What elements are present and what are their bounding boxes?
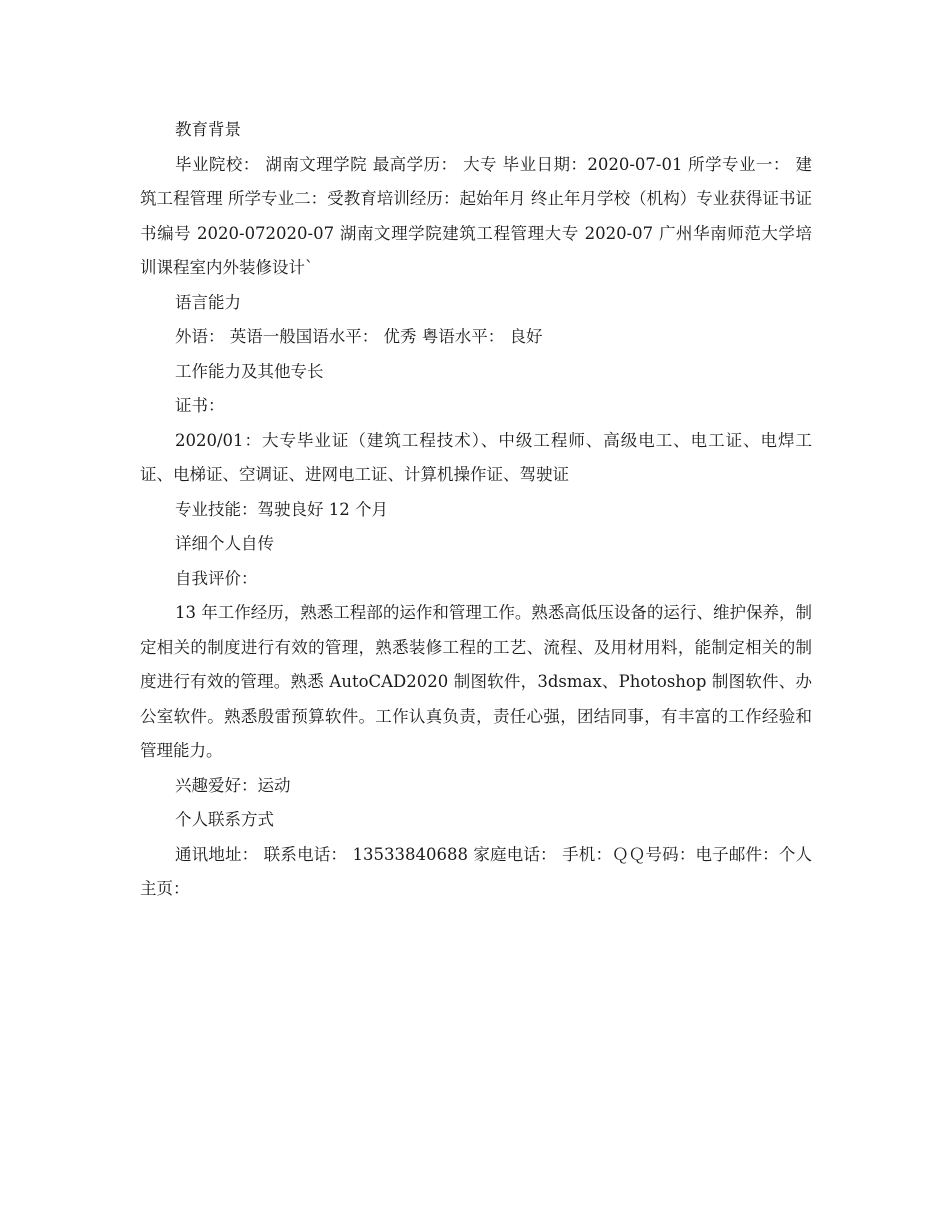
hobbies: 兴趣爱好：运动 <box>175 775 291 795</box>
heading-autobiography: 详细个人自传 <box>175 534 274 553</box>
language-details: 外语： 英语一般国语水平： 优秀 粤语水平： 良好 <box>175 327 543 346</box>
self-evaluation-text: 13 年工作经历，熟悉工程部的运作和管理工作。熟悉高低压设备的运行、维护保养，制定相关的制度进行有效的管理，熟悉装修工程的工艺、流程、及用材用料，能制定相关的制度进行有效的管理。熟悉 AutoCAD2020 制图软件，3dsmax、Photoshop 制图软件、办公室软件。熟悉殷雷预算软件。工作认真负责，责任心强，团结同事，有丰富的工作经验和管理能力。 <box>140 603 812 760</box>
certificates-label: 证书： <box>175 396 225 415</box>
self-evaluation-label: 自我评价： <box>175 568 258 588</box>
education-details: 毕业院校： 湖南文理学院 最高学历： 大专 毕业日期：2020-07-01 所学专业一： 建筑工程管理 所学专业二：受教育培训经历：起始年月 终止年月学校（机构）专业获得证书证书编号 2020-072020-07 湖南文理学院建筑工程管理大专 2020-07 广州华南师范大学培训课程室内外装修设计` <box>140 154 812 277</box>
heading-language: 语言能力 <box>175 292 241 312</box>
heading-contact: 个人联系方式 <box>175 810 274 829</box>
resume-body <box>140 113 812 907</box>
heading-education: 教育背景 <box>175 120 241 139</box>
certificates-list: 2020/01：大专毕业证（建筑工程技术）、中级工程师、高级电工、电工证、电焊工证、电梯证、空调证、进网电工证、计算机操作证、驾驶证 <box>140 430 812 484</box>
heading-skills: 工作能力及其他专长 <box>175 361 324 381</box>
professional-skills: 专业技能：驾驶良好 12 个月 <box>175 499 388 519</box>
contact-details: 通讯地址： 联系电话： 13533840688 家庭电话： 手机：ＱＱ号码：电子邮件：个人主页： <box>140 844 812 898</box>
